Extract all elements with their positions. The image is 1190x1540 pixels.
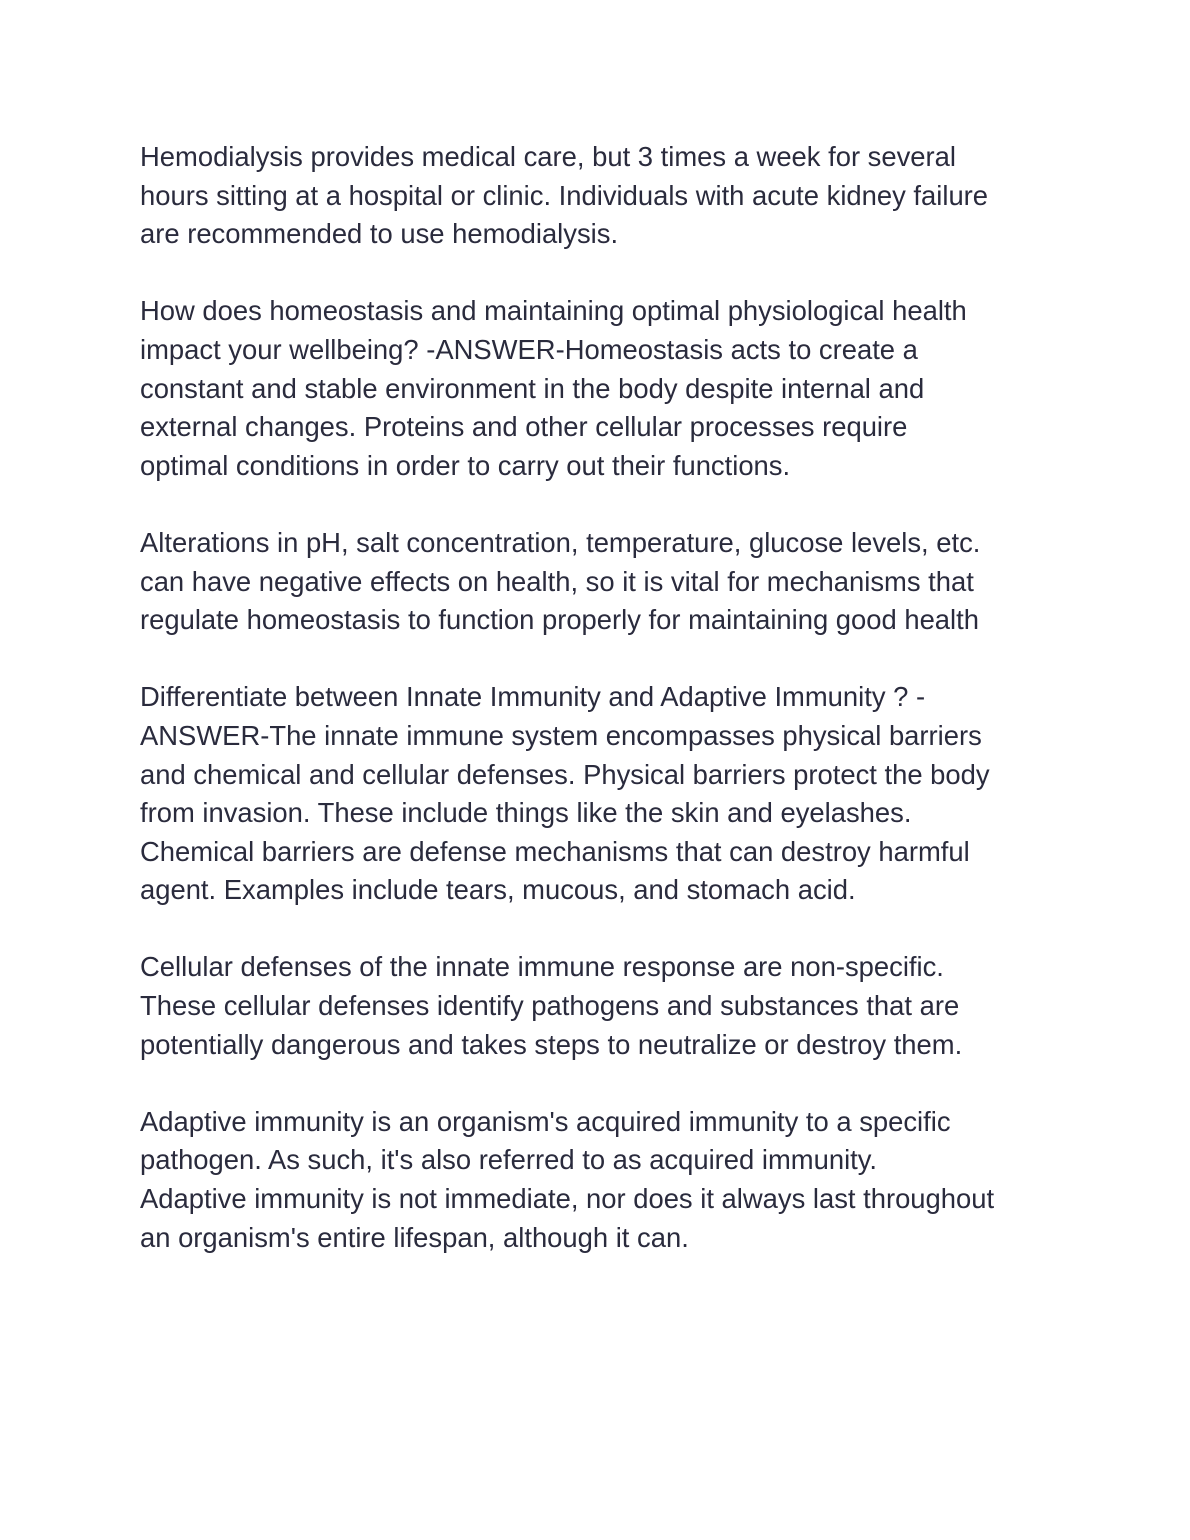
paragraph-adaptive-immunity bbox=[140, 1103, 1060, 1257]
text-line: are recommended to use hemodialysis. bbox=[140, 218, 619, 250]
text-line: from invasion. These include things like the skin and eyelashes. bbox=[140, 797, 912, 829]
paragraph-immunity-question bbox=[140, 678, 1060, 910]
text-line: external changes. Proteins and other cellular processes require bbox=[140, 411, 908, 443]
text-line: regulate homeostasis to function properly for maintaining good health bbox=[140, 604, 979, 636]
text-line: Hemodialysis provides medical care, but 3 times a week for several bbox=[140, 141, 956, 172]
text-line: Alterations in pH, salt concentration, temperature, glucose levels, etc. bbox=[140, 526, 981, 558]
text-line: Chemical barriers are defense mechanisms that can destroy harmful bbox=[140, 835, 970, 867]
text-line: an organism's entire lifespan, although it can. bbox=[140, 1221, 689, 1253]
paragraph-homeostasis-question bbox=[140, 292, 1060, 485]
text-line: ANSWER-The innate immune system encompasses physical barriers bbox=[140, 719, 982, 751]
text-line: Cellular defenses of the innate immune response are non-specific. bbox=[140, 951, 944, 983]
text-line: How does homeostasis and maintaining optimal physiological health bbox=[140, 295, 967, 327]
text-line: Adaptive immunity is not immediate, nor does it always last throughout bbox=[140, 1183, 995, 1215]
text-line: hours sitting at a hospital or clinic. Individuals with acute kidney failure bbox=[140, 179, 989, 211]
text-line: constant and stable environment in the body despite internal and bbox=[140, 372, 925, 404]
paragraph-cellular-defenses bbox=[140, 948, 1060, 1064]
text-line: potentially dangerous and takes steps to neutralize or destroy them. bbox=[140, 1028, 963, 1060]
text-line: pathogen. As such, it's also referred to as acquired immunity. bbox=[140, 1144, 878, 1176]
text-line: These cellular defenses identify pathogens and substances that are bbox=[140, 990, 960, 1022]
text-line: Differentiate between Innate Immunity and Adaptive Immunity ? - bbox=[140, 681, 926, 713]
text-line: can have negative effects on health, so it is vital for mechanisms that bbox=[140, 565, 974, 597]
paragraph-alterations bbox=[140, 524, 1060, 640]
text-line: impact your wellbeing? -ANSWER-Homeostasis acts to create a bbox=[140, 333, 918, 365]
text-line: and chemical and cellular defenses. Physical barriers protect the body bbox=[140, 758, 990, 790]
text-line: Adaptive immunity is an organism's acquired immunity to a specific bbox=[140, 1105, 951, 1137]
text-line: optimal conditions in order to carry out their functions. bbox=[140, 449, 791, 481]
paragraph-hemodialysis bbox=[140, 138, 1060, 254]
text-line: agent. Examples include tears, mucous, and stomach acid. bbox=[140, 874, 856, 906]
document-body bbox=[140, 138, 1060, 1296]
